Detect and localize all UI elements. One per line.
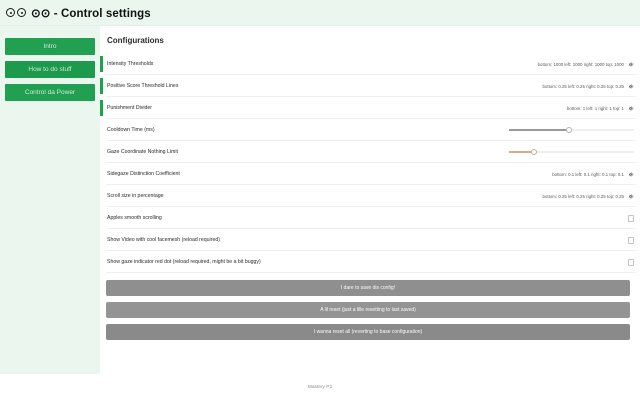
slider-fill [509,129,569,131]
show-video-facemesh-checkbox[interactable] [628,237,634,244]
sidebar-item-control-da-power[interactable]: Control da Power [5,84,95,101]
setting-row-punishment-divider [106,97,636,119]
gear-icon[interactable] [627,83,634,90]
cooldown-time-slider[interactable] [509,125,634,135]
setting-control [509,141,634,163]
setting-value: bottom: 0.25 left: 0.25 right: 0.25 top: 0.25 [542,193,624,199]
setting-label: Apples smooth scrolling [107,214,162,221]
setting-value: bottom: 0.1 left: 0.1 right: 0.1 top: 0.1 [552,171,624,177]
row-marker-icon [100,100,103,116]
gaze-coordinate-slider[interactable] [509,147,634,157]
setting-control [567,97,634,119]
footer-text: Mastery P2 [307,384,333,390]
footer [0,374,640,400]
gear-icon[interactable] [627,193,634,200]
gear-icon[interactable] [627,105,634,112]
setting-control [628,251,634,273]
setting-label: Punishment Divider [107,104,152,111]
circle-dot-icon-right [17,8,26,17]
setting-row-sidegaze-distinction-coefficient [106,163,636,185]
setting-label: Show gaze indicator red dot (reload required, might be a bit buggy) [107,258,261,265]
action-buttons [106,280,636,340]
setting-control [552,163,634,185]
title-bar [0,0,640,26]
setting-label: Scroll size in percentage [107,192,164,199]
panel-title: Configurations [107,36,164,45]
setting-value: bottom: 1 left: 1 right: 1 top: 1 [566,105,624,111]
setting-label: Gaze Coordinate Nothing Limit [107,148,178,155]
configurations-panel [100,26,640,374]
setting-row-gaze-coordinate-nothing-limit [106,141,636,163]
setting-label: Cooldown Time (ms) [107,126,155,133]
setting-control [542,185,634,207]
gear-icon[interactable] [627,61,634,68]
setting-row-cooldown-time [106,119,636,141]
setting-value: bottom: 1000 left: 1000 right: 1000 top: 1000 [537,61,624,67]
setting-control [538,53,634,75]
window-body [0,26,640,400]
setting-label: Sidegaze Distinction Coefficient [107,170,180,177]
setting-value: bottom: 0.25 left: 0.25 right: 0.25 top: 0.25 [542,83,624,89]
setting-row-apples-smooth-scrolling [106,207,636,229]
sidebar-item-intro[interactable]: Intro [5,38,95,55]
setting-control [542,75,634,97]
setting-control [628,207,634,229]
setting-row-positive-score-threshold-lines [106,75,636,97]
sidebar-item-how-to-do-stuff[interactable]: How to do stuff [5,61,95,78]
sidebar [0,26,100,374]
title-bar-icons [6,8,26,17]
circle-dot-icon-left [6,8,15,17]
setting-row-intensity-thresholds [106,53,636,75]
setting-control [509,119,634,141]
show-gaze-indicator-checkbox[interactable] [628,259,634,266]
slider-thumb[interactable] [531,149,537,155]
slider-thumb[interactable] [566,127,572,133]
row-marker-icon [100,78,103,94]
page-title: ⊙⊙ - Control settings [31,7,151,20]
setting-label: Intensity Thresholds [107,60,154,67]
setting-row-show-video-facemesh [106,229,636,251]
setting-row-scroll-size-percentage [106,185,636,207]
setting-control [628,229,634,251]
row-marker-icon [100,56,103,72]
gear-icon[interactable] [627,171,634,178]
setting-label: Show Video with cool facemesh (reload required) [107,236,220,243]
setting-row-show-gaze-indicator [106,251,636,273]
setting-label: Positive Score Threshold Lines [107,82,179,89]
partial-reset-button[interactable]: A lil reset (just a lille resetting to last saved) [106,302,630,318]
apples-smooth-scrolling-checkbox[interactable] [628,215,634,222]
full-reset-button[interactable]: I wanna reset all (reverting to base configuration) [106,324,630,340]
save-config-button[interactable]: I dare to save dis config! [106,280,630,296]
